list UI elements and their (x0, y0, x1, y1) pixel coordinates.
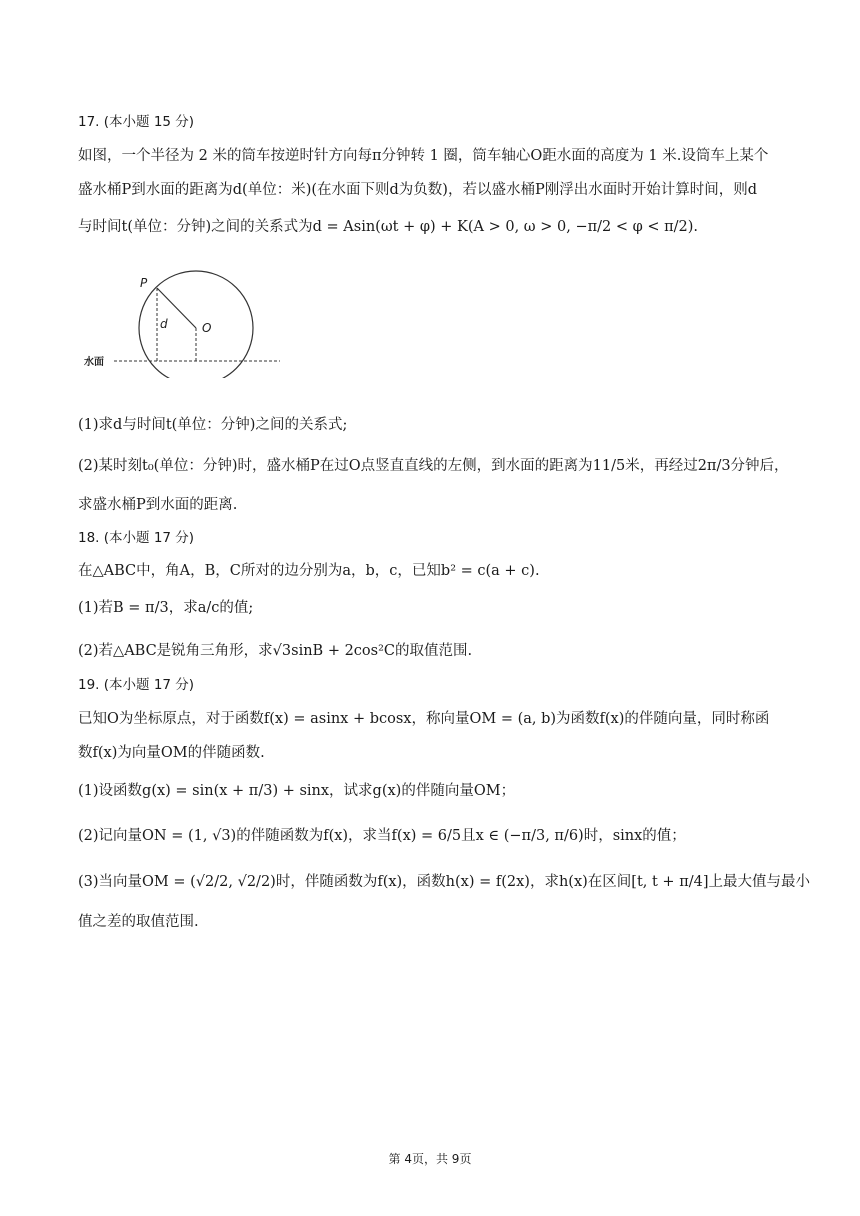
q17-text-line-1: 如图，一个半径为 2 米的筒车按逆时针方向每π分钟转 1 圈，筒车轴心O距水面的高度为 1 米.设筒车上某个 (78, 148, 769, 164)
q17-text-line-3: 与时间t(单位：分钟)之间的关系式为d = Asin(ωt + φ) + K(A > 0, ω > 0, −π/2 < φ < π/2). (78, 219, 699, 235)
page-footer: 第 4页，共 9页 (388, 1152, 472, 1166)
q19-text-line-2: 数f(x)为向量OM的伴随函数. (78, 745, 265, 761)
label-water-surface: 水面 (84, 357, 104, 368)
q19-text-line-1: 已知O为坐标原点，对于函数f(x) = asinx + bcosx，称向量OM = (a, b)为函数f(x)的伴随向量，同时称函 (78, 711, 770, 727)
q17-header: 17. (本小题 15 分) (78, 114, 195, 130)
q18-sub-1: (1)若B = π/3，求a/c的值; (78, 600, 254, 616)
q19-sub-1: (1)设函数g(x) = sin(x + π/3) + sinx，试求g(x)的伴随向量OM； (78, 783, 516, 799)
q19-sub-3-line-2: 值之差的取值范围. (78, 914, 199, 930)
label-d: d (160, 317, 168, 331)
water-wheel-figure (80, 268, 290, 378)
q17-sub-2-line-1: (2)某时刻t₀(单位：分钟)时，盛水桶P在过O点竖直直线的左侧，到水面的距离为11/5米，再经过2π/3分钟后， (78, 458, 789, 474)
q18-text-line-1: 在△ABC中，角A，B，C所对的边分别为a，b，c，已知b² = c(a + c). (78, 563, 540, 579)
q17-sub-1: (1)求d与时间t(单位：分钟)之间的关系式; (78, 417, 348, 433)
wheel-circle (139, 271, 253, 378)
q19-sub-2: (2)记向量ON = (1, √3)的伴随函数为f(x)，求当f(x) = 6/5且x ∈ (−π/3, π/6)时，sinx的值； (78, 828, 686, 844)
label-p: P (140, 276, 148, 290)
q19-sub-3-line-1: (3)当向量OM = (√2/2, √2/2)时，伴随函数为f(x)，函数h(x) = f(2x)，求h(x)在区间[t, t + π/4]上最大值与最小 (78, 874, 810, 890)
q18-header: 18. (本小题 17 分) (78, 530, 195, 546)
label-o: O (202, 321, 212, 335)
q17-sub-2-line-2: 求盛水桶P到水面的距离. (78, 497, 238, 513)
q19-header: 19. (本小题 17 分) (78, 677, 195, 693)
q17-text-line-2: 盛水桶P到水面的距离为d(单位：米)(在水面下则d为负数)，若以盛水桶P刚浮出水面时开始计算时间，则d (78, 182, 757, 198)
q18-sub-2: (2)若△ABC是锐角三角形，求√3sinB + 2cos²C的取值范围. (78, 643, 473, 659)
